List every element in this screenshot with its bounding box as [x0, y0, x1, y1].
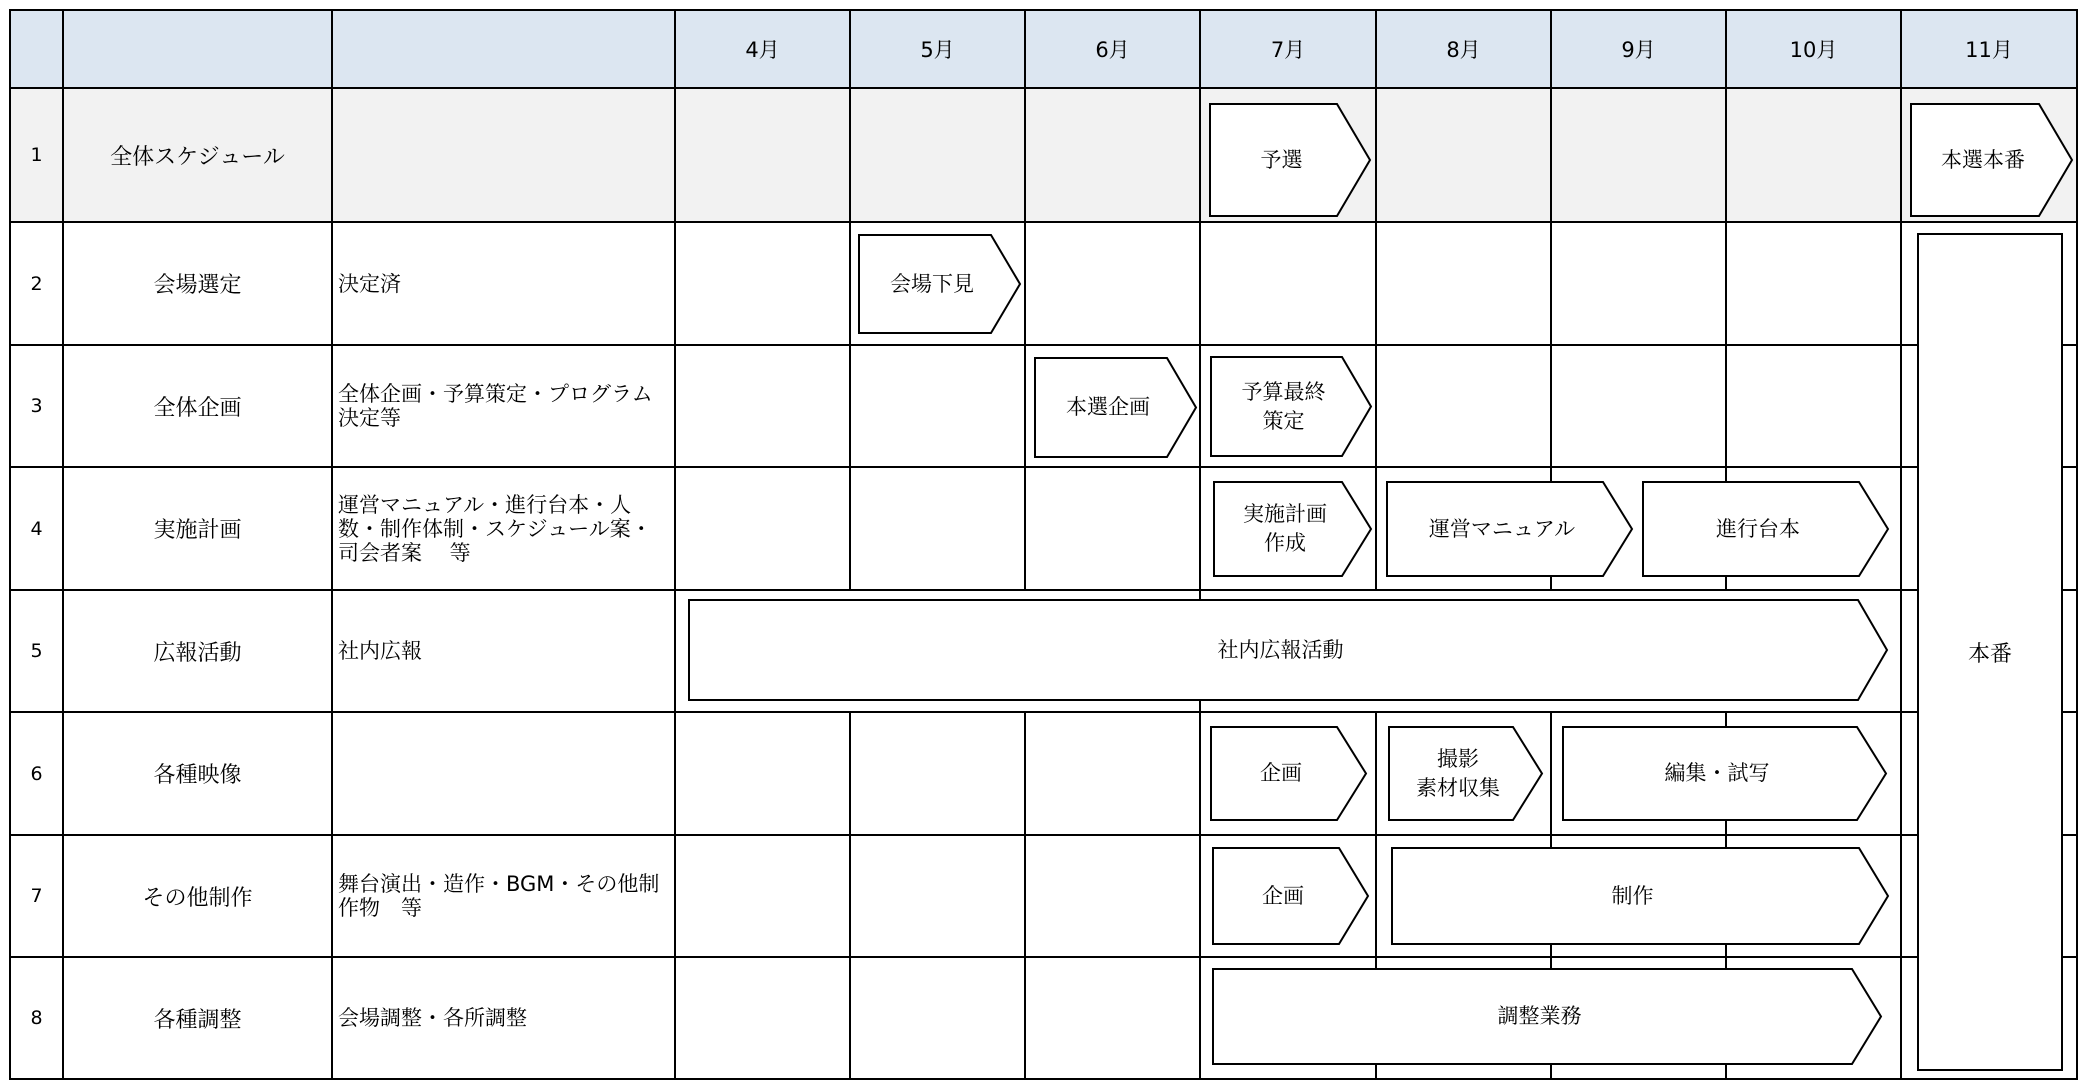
grid-line: [10, 1078, 2078, 1080]
task-description: 会場調整・各所調整: [338, 1006, 527, 1030]
task-description: [332, 712, 675, 835]
task-description: 全体企画・予算策定・プログラム決定等: [338, 382, 653, 430]
bar-satsuei: [1388, 726, 1543, 821]
bar-label: 予選: [1260, 147, 1303, 172]
grid-line: [849, 9, 851, 590]
header-month-apr: 4月: [675, 10, 850, 88]
row-number: 1: [30, 144, 43, 166]
bar-honsen-honban: [1910, 103, 2073, 217]
task-name: 各種映像: [153, 763, 242, 788]
bar-kaijo-shitami: [858, 234, 1021, 334]
grid-line: [10, 956, 2078, 958]
task-description: 運営マニュアル・進行台本・人数・制作体制・スケジュール案・司会者案 等: [338, 492, 652, 565]
grid-line: [10, 9, 2078, 11]
header-month-jul: 7月: [1200, 10, 1376, 88]
task-name: その他制作: [142, 885, 253, 911]
bar-yosen: [1209, 103, 1371, 217]
task-name: 実施計画: [153, 518, 242, 543]
header-corner: [10, 10, 63, 88]
bar-label: 撮影 素材収集: [1416, 746, 1500, 800]
row-number: 5: [30, 640, 43, 662]
task-name: 広報活動: [153, 640, 242, 666]
header-month-jun: 6月: [1025, 10, 1200, 88]
grid-line: [849, 712, 851, 1080]
header-desc: [332, 10, 675, 88]
row-number: 7: [30, 885, 43, 907]
header-month-sep: 9月: [1551, 10, 1726, 88]
header-task: [63, 10, 332, 88]
bar-honsen-kikaku: [1034, 357, 1197, 458]
bar-label: 調整業務: [1497, 1004, 1582, 1028]
task-description: 社内広報: [338, 639, 422, 663]
bar-henshu-shisha: [1562, 726, 1887, 821]
bar-seisaku: [1391, 847, 1889, 945]
header-month-may: 5月: [850, 10, 1025, 88]
bar-label: 企画: [1260, 761, 1302, 785]
bar-label: 編集・試写: [1664, 761, 1770, 785]
header-month-oct: 10月: [1726, 10, 1901, 88]
grid-line: [10, 221, 2078, 223]
bar-label: 会場下見: [890, 271, 974, 296]
grid-line: [331, 9, 333, 1080]
grid-line: [10, 466, 2078, 468]
bar-label: 制作: [1611, 883, 1654, 908]
bar-unei-manual: [1386, 481, 1633, 577]
grid-line: [10, 834, 2078, 836]
row-number: 4: [30, 517, 43, 540]
bar-label: 本選企画: [1066, 395, 1150, 419]
grid-line: [1375, 9, 1377, 590]
grid-line: [10, 87, 2078, 89]
task-description: 舞台演出・造作・BGM・その他制作物 等: [338, 872, 660, 920]
bar-chosei-gyomu: [1212, 968, 1882, 1065]
grid-line: [1024, 9, 1026, 590]
grid-line: [1199, 9, 1201, 1080]
grid-line: [10, 711, 2078, 713]
grid-line: [2076, 9, 2078, 1080]
bar-label: 予算最終 策定: [1241, 379, 1326, 433]
row-number: 2: [30, 272, 43, 295]
bar-label: 本選本番: [1941, 147, 2025, 172]
grid-line: [62, 9, 64, 1080]
header-month-aug: 8月: [1376, 10, 1551, 88]
task-description: 決定済: [338, 271, 401, 296]
bar-seisaku-kikaku: [1212, 847, 1369, 945]
bar-jisshi-keikaku: [1213, 481, 1372, 577]
grid-line: [674, 9, 676, 1080]
honban-box: 本番: [1917, 233, 2063, 1071]
task-description: [332, 88, 675, 222]
grid-line: [10, 589, 2078, 591]
row-number: 8: [30, 1007, 43, 1029]
row-number: 6: [30, 762, 43, 785]
task-name: 全体スケジュール: [110, 144, 285, 170]
task-name: 各種調整: [153, 1007, 242, 1033]
bar-eizo-kikaku: [1210, 726, 1367, 821]
bar-label: 企画: [1262, 883, 1304, 908]
row-number: 3: [30, 395, 43, 417]
task-name: 会場選定: [153, 273, 242, 298]
bar-label: 運営マニュアル: [1428, 516, 1576, 541]
grid-line: [10, 344, 2078, 346]
bar-shanai-koho: [688, 599, 1888, 701]
bar-shinko-daihon: [1642, 481, 1889, 577]
bar-yosan-saishu: [1210, 356, 1372, 457]
grid-line: [1024, 712, 1026, 1080]
task-name: 全体企画: [153, 395, 242, 421]
header-month-nov: 11月: [1901, 10, 2077, 88]
grid-line: [1900, 9, 1902, 1080]
bar-label: 進行台本: [1716, 516, 1800, 541]
bar-label: 社内広報活動: [1217, 637, 1344, 662]
bar-label: 実施計画 作成: [1243, 502, 1327, 555]
grid-line: [9, 9, 11, 1080]
